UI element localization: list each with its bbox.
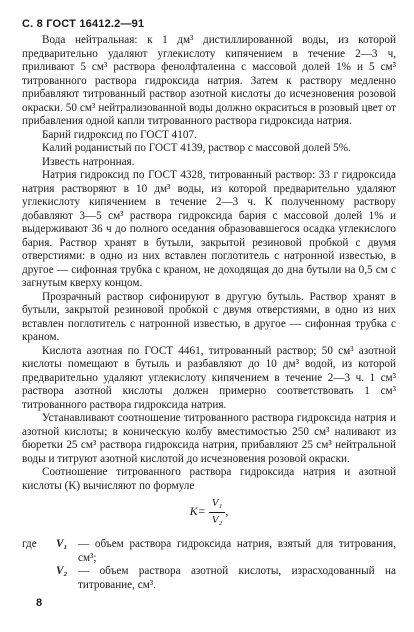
paragraph: Кислота азотная по ГОСТ 4461, титрованный раствор; 50 см³ азотной кислоты помещают в бутыль и разбавляют до 10 дм³ водой, из которой предварительно удаляют углекислоту кипячением в течение 2—3 ч. 1 см³ раствора азотной кислоты должен примерно соответствовать 1 см³ титрованного раствора гидроксида натрия.	[22, 344, 396, 411]
paragraph: Соотношение титрованного раствора гидроксида натрия и азотной кислоты (K) вычисляют по формуле	[22, 466, 396, 492]
formula-numerator: V₁	[209, 497, 226, 513]
definition-term: V₁	[56, 538, 68, 550]
paragraph: Устанавливают соотношение титрованного раствора гидроксида натрия и азотной кислоты; в коническую колбу вместимостью 250 см³ наливают из бюретки 25 см³ раствора гидроксида натрия, прибавляют 25 см³ нейтральной воды и титруют азотной кислотой до исчезновения розовой окраски.	[22, 412, 396, 465]
formula-equals: =	[197, 504, 206, 519]
definition-lead: где	[22, 538, 37, 550]
definition-lead-spacer	[22, 565, 56, 592]
formula-denominator: V₂	[211, 513, 223, 526]
paragraph: Калий роданистый по ГОСТ 4139, раствор с массовой долей 5%.	[42, 142, 351, 154]
paragraph: Барий гидроксид по ГОСТ 4107.	[42, 128, 197, 141]
formula-fraction	[209, 497, 229, 527]
page-number: 8	[36, 597, 43, 609]
definition-row	[22, 538, 396, 565]
definition-term: V₂	[56, 565, 68, 577]
variable-definitions	[22, 538, 396, 592]
definition-text: — объем раствора азотной кислоты, израсходованный на титрование, см³.	[78, 565, 396, 591]
page-header: С. 8 ГОСТ 16412.2—91	[22, 18, 145, 30]
formula	[22, 494, 396, 530]
paragraph: Вода нейтральная: к 1 дм³ дистиллированной воды, из которой предварительно удаляют углекислоту кипячением в течение 2—3 ч, приливают 5 см³ раствора фенолфталеина с массовой долей 1% и 5 см³ титрованного раствора гидроксида натрия. Затем к раствору медленно прибавляют титрованный раствор азотной кислоты до исчезновения розовой окраски. 50 см³ нейтрализованной воды должно окраситься в розовый цвет от прибавления одной капли титрованного раствора гидроксида натрия.	[22, 34, 396, 127]
formula-lhs: K	[189, 504, 198, 519]
definition-row	[22, 565, 396, 592]
paragraph: Прозрачный раствор сифонируют в другую бутыль. Раствор хранят в бутыли, закрытой резиновой пробкой с двумя отверстиями, в одно из них вставлен поглотитель с натронной известью, в другое — сифонная трубка с краном.	[22, 290, 396, 343]
formula-trail: ,	[225, 504, 229, 519]
paragraph: Известь натронная.	[42, 155, 135, 168]
page-body	[22, 34, 396, 592]
definition-text: — объем раствора гидроксида натрия, взятый для титрования, см³;	[78, 538, 396, 564]
paragraph: Натрия гидроксид по ГОСТ 4328, титрованный раствор: 33 г гидроксида натрия растворяют в 10 дм³ воды, из которой предварительно удаляют углекислоту кипячением в течение 2—3 ч. К полученному раствору добавляют 3—5 см³ раствора гидроксида бария с массовой долей 1% и выдерживают 36 ч до полного оседания образовавшегося осадка углекислого бария. Раствор хранят в бутыли, закрытой резиновой пробкой с двумя отверстиями: в одно из них вставлен поглотитель с натронной известью, в другое — сифонная трубка с краном, не доходящая до дна бутыли на 0,5 см с загнутым кверху концом.	[22, 169, 396, 289]
